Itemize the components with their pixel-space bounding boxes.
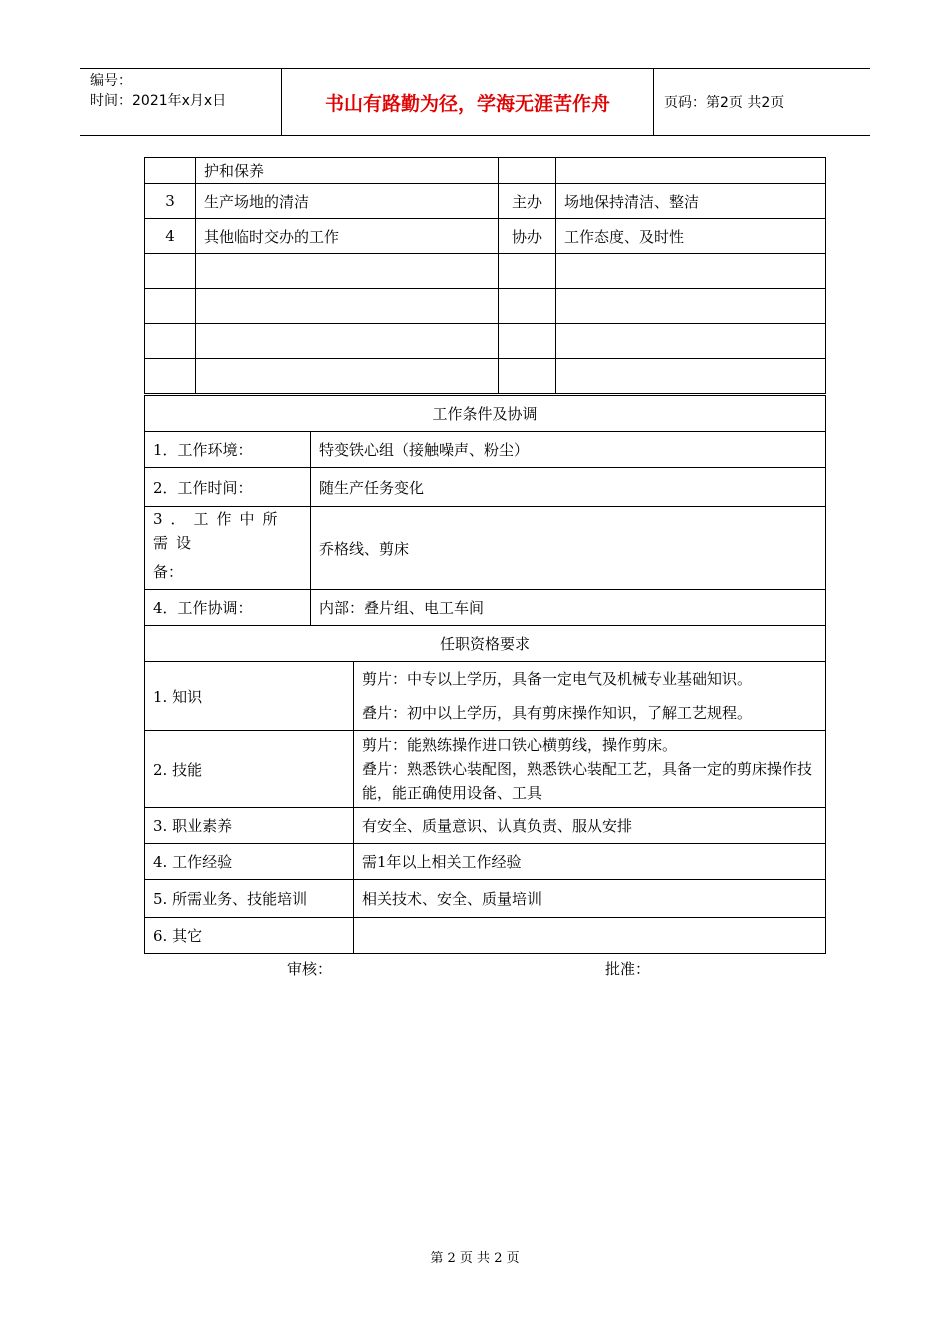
- duties-table: [144, 157, 826, 394]
- duty-number-cell: 4: [145, 219, 196, 254]
- header-page-label: 页码：第2页 共2页: [664, 95, 785, 111]
- duty-role-cell: [499, 324, 556, 359]
- time-label: 2．工作时间：: [145, 468, 311, 507]
- skill-value: [354, 731, 826, 808]
- duty-standard-cell: [556, 324, 826, 359]
- duty-content-cell: [196, 254, 499, 289]
- conditions-title: 工作条件及协调: [145, 396, 826, 432]
- table-row: [145, 219, 826, 254]
- table-row: [145, 359, 826, 394]
- duty-standard-cell: [556, 158, 826, 184]
- header-meta: [80, 69, 282, 135]
- duty-role-cell: [499, 158, 556, 184]
- document-header: [80, 68, 870, 136]
- duty-role-cell: 主办: [499, 184, 556, 219]
- duty-standard-cell: [556, 254, 826, 289]
- quality-value: 有安全、质量意识、认真负责、服从安排: [354, 808, 826, 844]
- skill-line2: 叠片：熟悉铁心装配图，熟悉铁心装配工艺，具备一定的剪床操作技能，能正确使用设备、工具: [362, 760, 813, 802]
- knowledge-line1: 剪片：中专以上学历，具备一定电气及机械专业基础知识。: [362, 670, 753, 688]
- env-value: 特变铁心组（接触噪声、粉尘）: [311, 432, 826, 468]
- duty-role-cell: 协办: [499, 219, 556, 254]
- experience-value: 需1年以上相关工作经验: [354, 844, 826, 880]
- duty-number-cell: [145, 289, 196, 324]
- knowledge-label: 1. 知识: [145, 662, 354, 731]
- duty-role-cell: [499, 359, 556, 394]
- duty-content-cell: [196, 324, 499, 359]
- duty-standard-cell: [556, 359, 826, 394]
- knowledge-value: [354, 662, 826, 731]
- header-motto: 书山有路勤为径，学海无涯苦作舟: [282, 69, 654, 135]
- review-signature: 审核：: [287, 960, 333, 978]
- other-value: [354, 918, 826, 954]
- qualifications-title: 任职资格要求: [145, 626, 826, 662]
- duty-number-cell: [145, 359, 196, 394]
- training-value: 相关技术、安全、质量培训: [354, 880, 826, 918]
- duty-role-cell: [499, 254, 556, 289]
- date-label: 时间：2021年x月x日: [90, 93, 227, 109]
- coordination-label: 4．工作协调：: [145, 590, 311, 626]
- duty-number-cell: 3: [145, 184, 196, 219]
- duty-number-cell: [145, 254, 196, 289]
- duty-content-cell: 护和保养: [196, 158, 499, 184]
- equipment-label: [145, 507, 311, 590]
- duty-content-cell: [196, 289, 499, 324]
- training-label: 5. 所需业务、技能培训: [145, 880, 354, 918]
- duty-content-cell: 其他临时交办的工作: [196, 219, 499, 254]
- equipment-label-line1: 3．工作中所需设: [153, 510, 286, 552]
- table-row: [145, 324, 826, 359]
- time-value: 随生产任务变化: [311, 468, 826, 507]
- duty-content-cell: [196, 359, 499, 394]
- coordination-value: 内部：叠片组、电工车间: [311, 590, 826, 626]
- skill-line1: 剪片：能熟练操作进口铁心横剪线，操作剪床。: [362, 736, 678, 754]
- approve-signature: 批准：: [605, 960, 651, 978]
- duty-standard-cell: 工作态度、及时性: [556, 219, 826, 254]
- table-row: [145, 158, 826, 184]
- duty-number-cell: [145, 324, 196, 359]
- table-row: [145, 289, 826, 324]
- duty-standard-cell: 场地保持清洁、整洁: [556, 184, 826, 219]
- duty-standard-cell: [556, 289, 826, 324]
- other-label: 6. 其它: [145, 918, 354, 954]
- skill-label: 2. 技能: [145, 731, 354, 808]
- experience-label: 4. 工作经验: [145, 844, 354, 880]
- quality-label: 3. 职业素养: [145, 808, 354, 844]
- duty-role-cell: [499, 289, 556, 324]
- duty-content-cell: 生产场地的清洁: [196, 184, 499, 219]
- equipment-value: 乔格线、剪床: [311, 507, 826, 590]
- env-label: 1．工作环境：: [145, 432, 311, 468]
- knowledge-line2: 叠片：初中以上学历，具有剪床操作知识，了解工艺规程。: [362, 704, 753, 722]
- requirements-table: [144, 395, 826, 954]
- table-row: [145, 184, 826, 219]
- equipment-label-line2: 备：: [153, 563, 184, 581]
- table-row: [145, 254, 826, 289]
- duty-number-cell: [145, 158, 196, 184]
- number-label: 编号：: [90, 73, 132, 89]
- page-footer: 第 2 页 共 2 页: [430, 1251, 520, 1266]
